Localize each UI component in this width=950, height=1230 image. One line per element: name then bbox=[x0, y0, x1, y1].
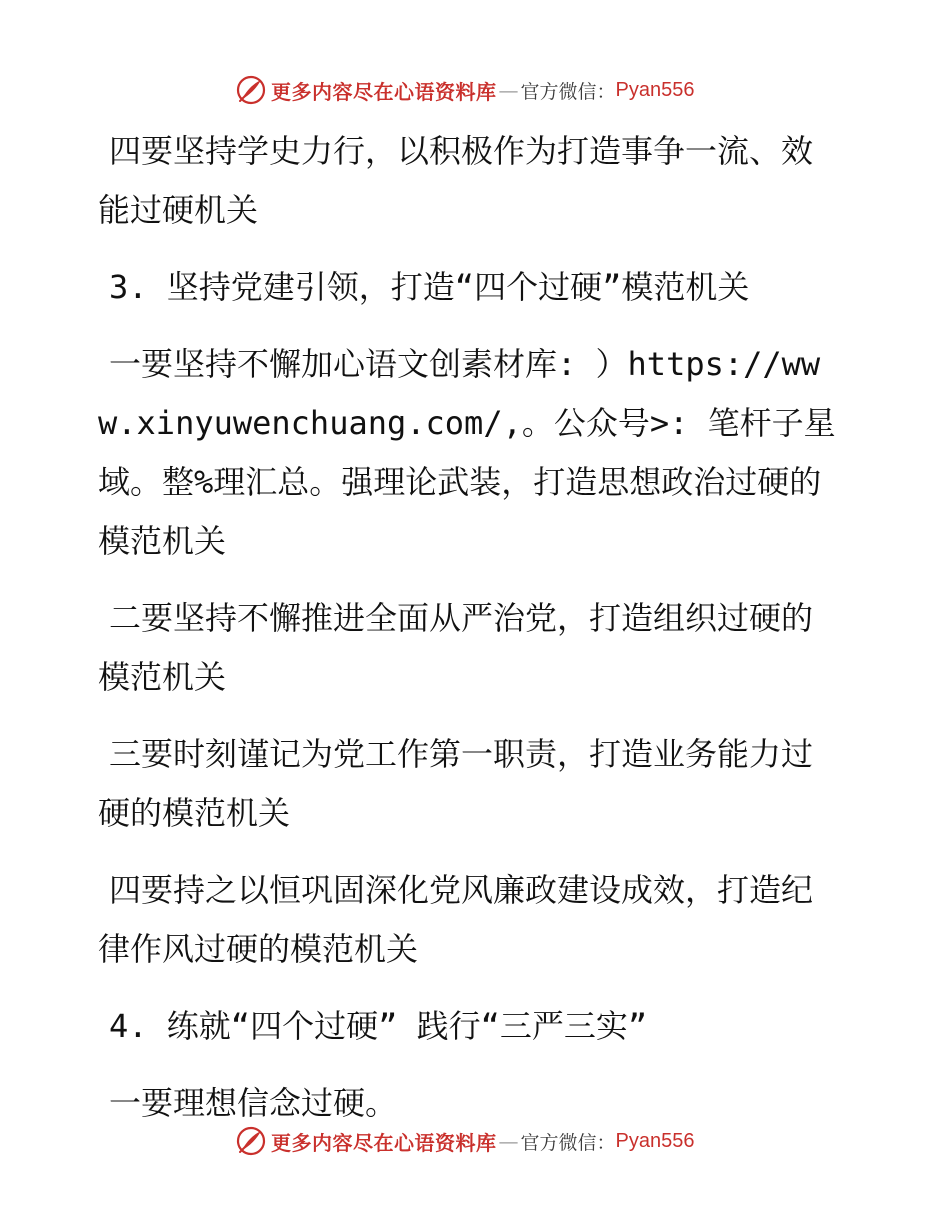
watermark-separator: — bbox=[498, 78, 519, 102]
feather-pen-logo-icon bbox=[235, 74, 267, 106]
paragraph: 二要坚持不懈推进全面从严治党，打造组织过硬的模范机关 bbox=[98, 599, 814, 696]
paragraph: 三要时刻谨记为党工作第一职责，打造业务能力过硬的模范机关 bbox=[98, 735, 814, 832]
watermark-official-label: 官方微信： bbox=[520, 80, 616, 103]
section-heading: 3. 坚持党建引领，打造“四个过硬”模范机关 bbox=[109, 268, 750, 306]
watermark-account: Pyan556 bbox=[615, 78, 695, 101]
paragraph: 四要持之以恒巩固深化党风廉政建设成效，打造纪律作风过硬的模范机关 bbox=[98, 871, 814, 968]
feather-pen-logo-icon bbox=[235, 1125, 267, 1157]
footer-watermark bbox=[235, 1121, 694, 1161]
section-heading: 4. 练就“四个过硬” 践行“三严三实” bbox=[109, 1007, 648, 1045]
paragraph: 一要理想信念过硬。 bbox=[109, 1084, 398, 1122]
watermark-separator: — bbox=[498, 1129, 519, 1153]
watermark-official-label: 官方微信： bbox=[520, 1131, 616, 1154]
watermark-account: Pyan556 bbox=[615, 1129, 695, 1152]
document-body bbox=[98, 122, 838, 1151]
paragraph: 四要坚持学史力行，以积极作为打造事争一流、效能过硬机关 bbox=[98, 132, 814, 229]
watermark-brand: 更多内容尽在心语资料库 bbox=[271, 1130, 497, 1155]
watermark-brand: 更多内容尽在心语资料库 bbox=[271, 79, 497, 104]
header-watermark bbox=[235, 70, 694, 110]
paragraph: 一要坚持不懈加心语文创素材库: ）https://www.xinyuwenchuang.com/,。公众号>: 笔杆子星域。整%理汇总。强理论武装，打造思想政治过硬的模范机关 bbox=[98, 345, 836, 560]
